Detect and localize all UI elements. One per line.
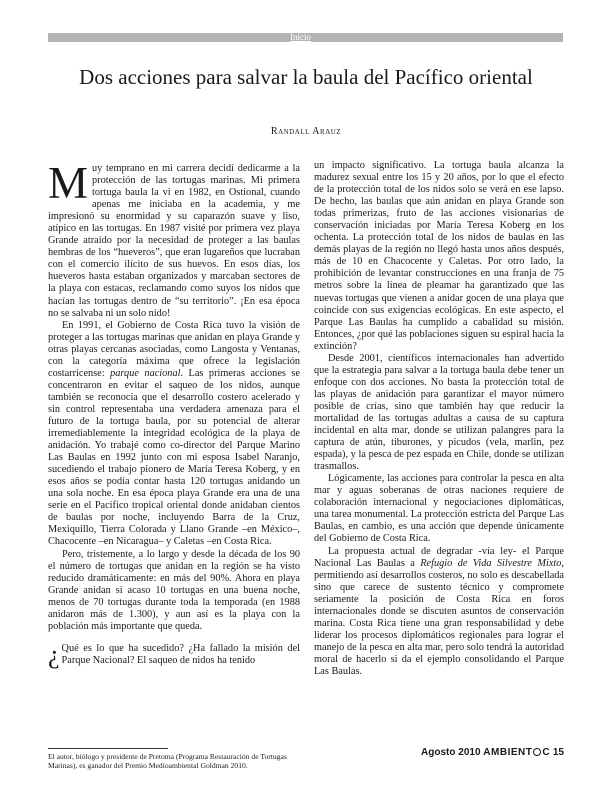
footnote: El autor, biólogo y presidente de Pretoma (Programa Restauración de Tortugas Marinas), es ganador del Premio Medioambiental Goldman 2010.	[48, 752, 287, 771]
emphasis: Refugio de Vida Silvestre Mixto	[420, 557, 562, 569]
right-column	[314, 160, 564, 678]
paragraph: Lógicamente, las acciones para controlar la pesca en alta mar y aguas soberanas de otras naciones requiere de colaboración internacional y negociaciones diplomáticas, una tarea monumental. La protección estricta del Parque Las Baulas, en cambio, es una acción que depende únicamente del Gobierno de Costa Rica.	[314, 473, 564, 545]
section-link-inicio[interactable]: Inicio	[290, 32, 311, 42]
article-title: Dos acciones para salvar la baula del Pacífico oriental	[79, 65, 533, 89]
paragraph: Muy temprano en mi carrera decidí dedicarme a la protección de las tortugas marinas. Mi primera tortuga baula la vi en 1982, en Ostional, cuando apenas me iniciaba en la academia, y me impresionó su enormidad y su caparazón suave y liso, atípico en las tortugas. En 1987 visité por primera vez playa Grande atraído por la necesidad de proteger a las baulas hembras de los “hueveros”, que eran lugareños que lucraban con el comercio ilícito de sus huevos. En esos días, los hueveros hasta estaban organizados y marcaban sectores de la playa con estacas, reclamando como suyos los nidos que hacían las tortugas dentro de “su territorio”. ¡En esa época no se salvaba ni un solo nido!	[48, 158, 300, 319]
paragraph: Pero, tristemente, a lo largo y desde la década de los 90 el número de tortugas que anidan en la región se ha visto reducido dramáticamente: en más del 90%. Ahora en playa Grande anidan si acaso 10 tortugas en una buena noche, menos de 70 tortugas durante toda la temporada (en 1988 anidaron más de 1.300), y aun así es la playa con la población más importante que queda.	[48, 548, 300, 632]
paragraph: ¿ Qué es lo que ha sucedido? ¿Ha fallado la misión del Parque Nacional? El saqueo de nidos ha tenido	[48, 639, 300, 669]
drop-cap: ¿	[48, 639, 60, 669]
page-number: 15	[552, 747, 564, 758]
issue-date: Agosto 2010	[421, 747, 481, 758]
left-column	[48, 158, 300, 669]
paragraph: Desde 2001, científicos internacionales han advertido que la estrategia para salvar a la tortuga baula debe tener un enfoque con dos acciones. No basta la protección total de las playas de anidación para garantizar el mayor número posible de crías, sino que también hay que reducir la mortalidad de las tortugas adultas a causa de su captura incidental en alta mar, donde se utilizan palangres para la captura de atún, tiburones, y picudos (vela, marlin, pez espada), y la pesca de pez espada en Chile, donde se utilizan trasmallos.	[314, 352, 564, 473]
footnote-rule	[48, 748, 168, 749]
paragraph: un impacto significativo. La tortuga baula alcanza la madurez sexual entre los 15 y 20 años, por lo que el efecto de la protección total de los nidos solo se verá en ese lapso. De hecho, las baulas que aún anidan en playa Grande son todas primerizas, fruto de las acciones visionarias de conservación iniciadas por María Teresa Koberg en los ochenta. La protección total de los nidos de baulas en las demás playas de la región no llegó hasta unos años después, más de 10 en Chacocente y Caletas. Por otro lado, la prohibición de levantar construcciones en una franja de 75 metros sobre la línea de pleamar ha garantizado que las nuevas tortugas que vienen a anidar gocen de una playa que coincide con sus exigencias ecológicas. En este aspecto, el Parque Las Baulas ha cumplido a cabalidad su misión. Entonces, ¿por qué las poblaciones siguen su espiral hacia la extinción?	[314, 160, 564, 352]
article-author: Randall Arauz	[270, 126, 342, 137]
emphasis: parque nacional	[110, 367, 181, 379]
magazine-logo-o-icon	[533, 748, 541, 756]
magazine-name: AMBIENT C	[483, 747, 551, 758]
paragraph: La propuesta actual de degradar -vía ley- el Parque Nacional Las Baulas a Refugio de Vida Silvestre Mixto, permitiendo así desarrollos costeros, no solo es descabellada sino que carece de sustento técnico y compromete seriamente la posición de Costa Rica en foros internacionales donde se discuten asuntos de conservación marina. Costa Rica tiene una gran responsabilidad y debe liderar los procesos diplomáticos regionales para lograr el manejo de la pesca en alta mar, pero solo tendrá la autoridad moral de hacerlo si da el ejemplo consolidando el Parque Las Baulas.	[314, 545, 564, 677]
drop-cap: M	[48, 158, 89, 208]
page-footer	[420, 747, 564, 758]
paragraph: En 1991, el Gobierno de Costa Rica tuvo la visión de proteger a las tortugas marinas que anidan en playa Grande y otras playas cercanas asociadas, como Langosta y Ventanas, con la categoría máxima que ofrece la legislación costarricense: parque nacional. Las primeras acciones se concentraron en evitar el saqueo de los nidos, aunque también se reconocía que el desarrollo costero acelerado y sin control representaba una verdadera amenaza para el futuro de la tortuga baula, por su potencial de alterar irremediablemente la integridad ecológica de la playa de anidación. Yo trabajé como co-director del Parque Marino Las Baulas en 1992 junto con mi esposa Isabel Naranjo, sucediendo el trabajo pionero de María Teresa Koberg, y en esos años se podía contar hasta 120 tortugas anidando un una sola noche. En esa época playa Grande era una de una serie en el Pacífico tropical oriental donde anidaban cientos de baulas por noche, incluyendo Barra de la Cruz, Mexiquillo, Tierra Colorada y Llano Grande –en México–, Chacocente –en Nicaragua– y Caletas –en Costa Rica.	[48, 319, 300, 548]
